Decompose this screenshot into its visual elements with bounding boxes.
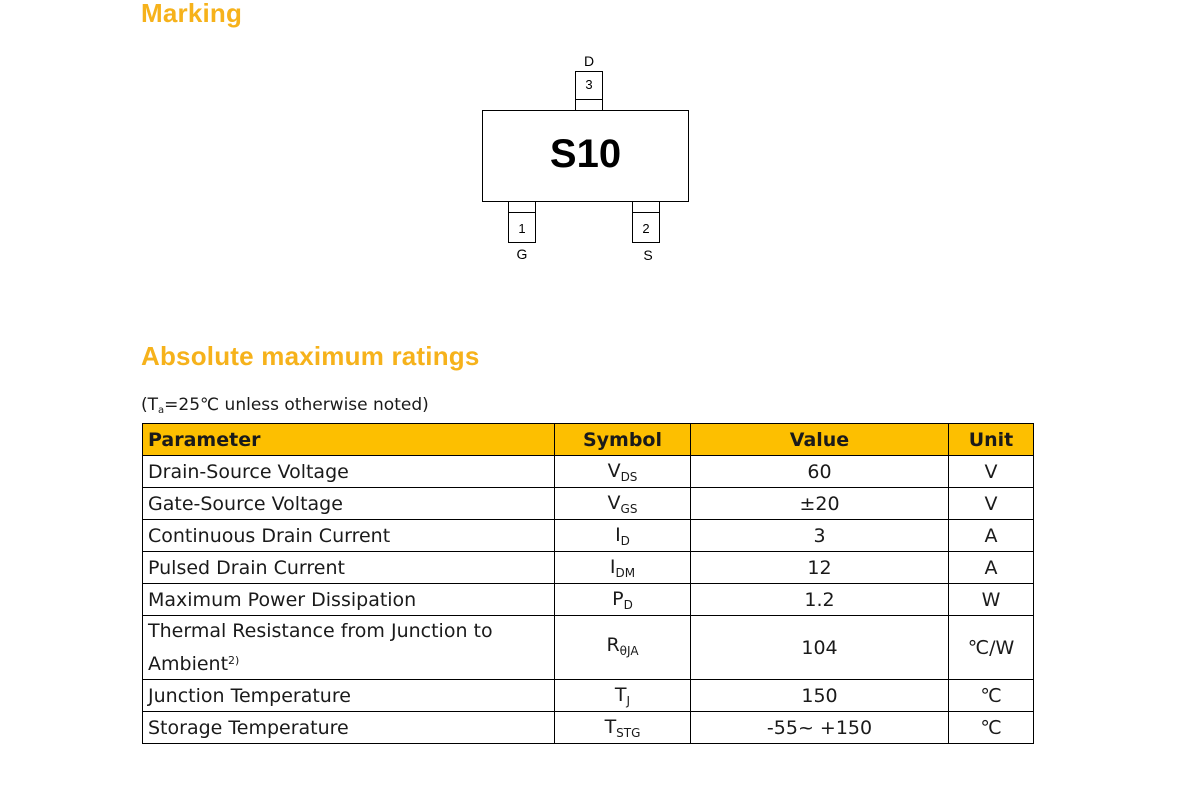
marking-heading: Marking: [141, 0, 243, 28]
unit-cell: ℃: [949, 680, 1034, 712]
table-row: [143, 584, 1034, 616]
column-header-parameter: Parameter: [143, 424, 555, 456]
table-row: [143, 616, 1034, 680]
unit-cell: A: [949, 552, 1034, 584]
pin-number: 1: [518, 221, 526, 236]
value-cell: ±20: [691, 488, 949, 520]
ratings-table: [142, 423, 1034, 744]
parameter-cell: Gate-Source Voltage: [143, 488, 555, 520]
pin-3-drain: [575, 71, 603, 111]
table-row: [143, 520, 1034, 552]
symbol-cell: $R_{\theta JA}$: [555, 616, 691, 680]
column-header-symbol: Symbol: [555, 424, 691, 456]
parameter-cell: Junction Temperature: [143, 680, 555, 712]
pin-label-gate: G: [516, 246, 528, 262]
unit-cell: W: [949, 584, 1034, 616]
table-row: [143, 712, 1034, 744]
pin-2-source: [632, 201, 660, 243]
parameter-cell: Continuous Drain Current: [143, 520, 555, 552]
value-cell: 1.2: [691, 584, 949, 616]
parameter-cell: Thermal Resistance from Junction to Ambient$^{2)}$: [143, 616, 555, 680]
pin-number: 3: [585, 77, 593, 92]
pin-label-source: S: [643, 247, 653, 263]
value-cell: 12: [691, 552, 949, 584]
unit-cell: ℃/W: [949, 616, 1034, 680]
column-header-unit: Unit: [949, 424, 1034, 456]
table-row: [143, 552, 1034, 584]
value-cell: 60: [691, 456, 949, 488]
symbol-cell: $I_D$: [555, 520, 691, 552]
column-header-value: Value: [691, 424, 949, 456]
marking-code: S10: [549, 132, 622, 176]
conditions-note: ($T_a=25℃$ unless otherwise noted): [141, 395, 429, 416]
value-cell: 150: [691, 680, 949, 712]
symbol-cell: $V_{GS}$: [555, 488, 691, 520]
table-row: [143, 680, 1034, 712]
table-header-row: [143, 424, 1034, 456]
unit-cell: ℃: [949, 712, 1034, 744]
value-cell: 3: [691, 520, 949, 552]
symbol-cell: $T_{STG}$: [555, 712, 691, 744]
value-cell: -55~ +150: [691, 712, 949, 744]
symbol-cell: $P_D$: [555, 584, 691, 616]
table-row: [143, 456, 1034, 488]
symbol-cell: $I_{DM}$: [555, 552, 691, 584]
pin-number: 2: [642, 221, 650, 236]
parameter-cell: Pulsed Drain Current: [143, 552, 555, 584]
symbol-cell: $V_{DS}$: [555, 456, 691, 488]
pin-label-drain: D: [583, 53, 595, 69]
unit-cell: V: [949, 488, 1034, 520]
ratings-heading: Absolute maximum ratings: [141, 341, 480, 371]
parameter-cell: Drain-Source Voltage: [143, 456, 555, 488]
pin-1-gate: [508, 201, 536, 243]
unit-cell: A: [949, 520, 1034, 552]
unit-cell: V: [949, 456, 1034, 488]
symbol-cell: $T_J$: [555, 680, 691, 712]
parameter-cell: Maximum Power Dissipation: [143, 584, 555, 616]
table-row: [143, 488, 1034, 520]
parameter-cell: Storage Temperature: [143, 712, 555, 744]
value-cell: 104: [691, 616, 949, 680]
